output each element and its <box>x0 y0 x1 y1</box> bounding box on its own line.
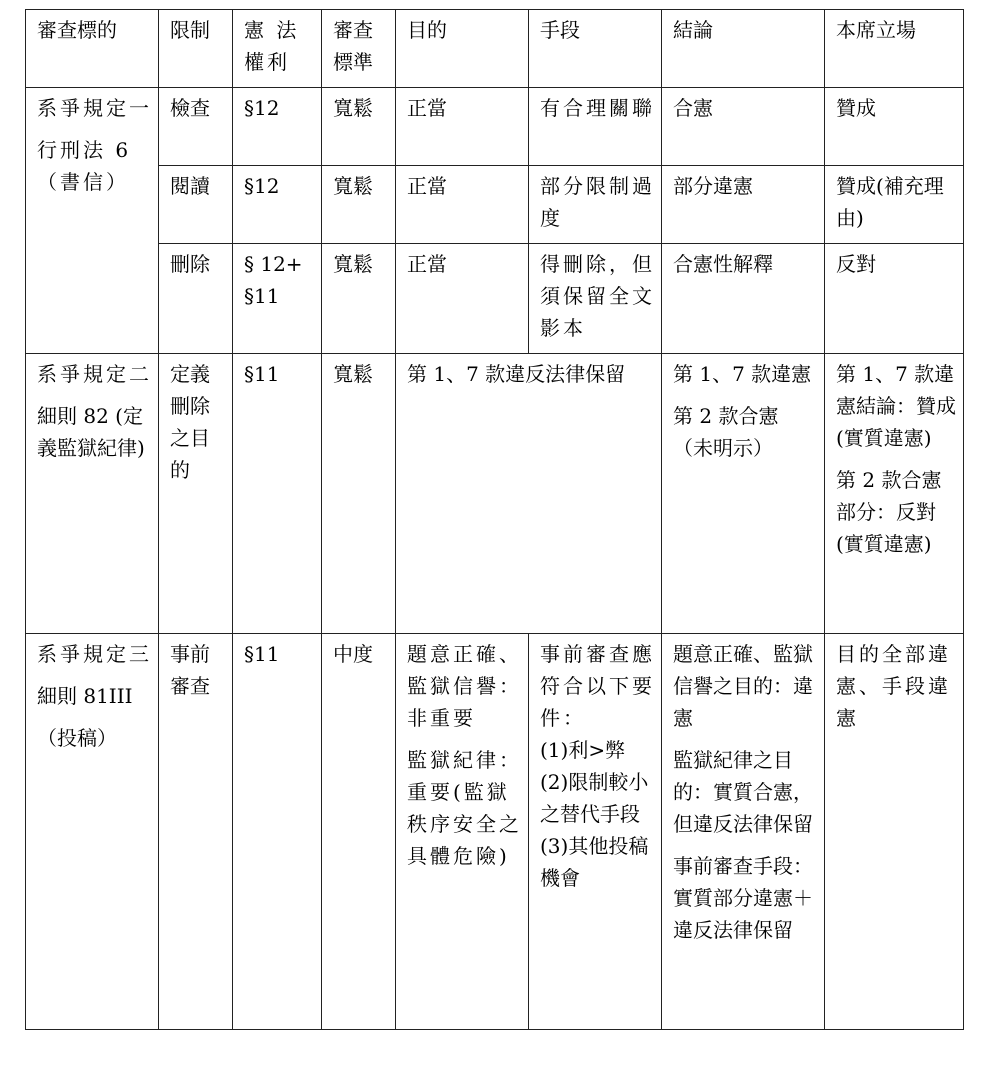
rule1-position: 反對 <box>825 244 964 354</box>
table-row <box>26 88 964 166</box>
table-row <box>26 634 964 1030</box>
rule3-target: 系爭規定三 細則 81III （投稿） <box>26 634 159 1030</box>
rule1-means: 得刪除，但須保留全文影本 <box>529 244 662 354</box>
rule3-position: 目的全部違憲、手段違憲 <box>825 634 964 1030</box>
header-standard: 審查標準 <box>322 10 396 88</box>
rule2-purpose-means: 第 1、7 款違反法律保留 <box>396 354 662 634</box>
rule1-standard: 寬鬆 <box>322 166 396 244</box>
header-means: 手段 <box>529 10 662 88</box>
rule1-position: 贊成(補充理由) <box>825 166 964 244</box>
rule3-standard: 中度 <box>322 634 396 1030</box>
header-position: 本席立場 <box>825 10 964 88</box>
table-row <box>26 354 964 634</box>
rule1-conclusion: 部分違憲 <box>662 166 825 244</box>
rule1-restriction: 檢查 <box>159 88 233 166</box>
rule1-standard: 寬鬆 <box>322 88 396 166</box>
rule1-restriction: 閱讀 <box>159 166 233 244</box>
rule1-purpose: 正當 <box>396 88 529 166</box>
header-row <box>26 10 964 88</box>
rule2-standard: 寬鬆 <box>322 354 396 634</box>
rule1-right: § 12+ §11 <box>233 244 322 354</box>
rule2-conclusion: 第 1、7 款違憲 第 2 款合憲（未明示） <box>662 354 825 634</box>
header-purpose: 目的 <box>396 10 529 88</box>
table-row <box>26 244 964 354</box>
table-row <box>26 166 964 244</box>
rule1-standard: 寬鬆 <box>322 244 396 354</box>
rule1-target: 系爭規定一 行刑法 6（書信） <box>26 88 159 354</box>
header-conclusion: 結論 <box>662 10 825 88</box>
rule1-conclusion: 合憲 <box>662 88 825 166</box>
rule1-right: §12 <box>233 166 322 244</box>
rule3-right: §11 <box>233 634 322 1030</box>
header-target: 審查標的 <box>26 10 159 88</box>
rule1-purpose: 正當 <box>396 166 529 244</box>
rule3-restriction: 事前審查 <box>159 634 233 1030</box>
rule3-means: 事前審查應符合以下要件： (1)利>弊 (2)限制較小之替代手段 (3)其他投稿機會 <box>529 634 662 1030</box>
rule2-restriction: 定義刪除之目的 <box>159 354 233 634</box>
rule1-means: 有合理關聯 <box>529 88 662 166</box>
rule1-position: 贊成 <box>825 88 964 166</box>
review-table <box>25 9 964 1030</box>
rule2-position: 第 1、7 款違憲結論：贊成(實質違憲) 第 2 款合憲部分：反對(實質違憲) <box>825 354 964 634</box>
header-right: 憲 法權利 <box>233 10 322 88</box>
rule1-means: 部分限制過度 <box>529 166 662 244</box>
header-restriction: 限制 <box>159 10 233 88</box>
rule1-restriction: 刪除 <box>159 244 233 354</box>
rule1-purpose: 正當 <box>396 244 529 354</box>
rule3-purpose: 題意正確、監獄信譽：非重要 監獄紀律：重要(監獄秩序安全之具體危險) <box>396 634 529 1030</box>
rule3-conclusion: 題意正確、監獄信譽之目的：違憲 監獄紀律之目的：實質合憲，但違反法律保留 事前審查手段：實質部分違憲＋違反法律保留 <box>662 634 825 1030</box>
rule1-conclusion: 合憲性解釋 <box>662 244 825 354</box>
rule2-target: 系爭規定二 細則 82 (定義監獄紀律) <box>26 354 159 634</box>
rule1-right: §12 <box>233 88 322 166</box>
rule2-right: §11 <box>233 354 322 634</box>
